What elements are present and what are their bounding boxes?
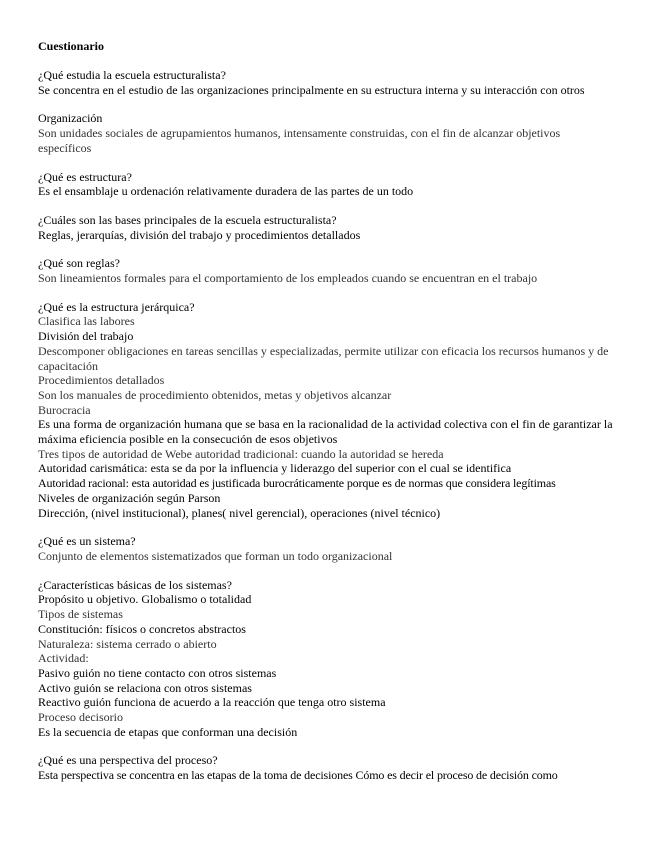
section-organizacion [38, 111, 616, 155]
question-text: ¿Cuáles son las bases principales de la escuela estructuralista? [38, 212, 337, 227]
question-text: ¿Qué es estructura? [38, 169, 132, 184]
answer-text: Reactivo guión funciona de acuerdo a la reacción que tenga otro sistema [38, 695, 386, 710]
question-text: Organización [38, 111, 103, 126]
answer-text: Son unidades sociales de agrupamientos humanos, intensamente construidas, con el fin de alcanzar objetivos específicos [38, 126, 561, 155]
answer-text: Reglas, jerarquías, división del trabajo y procedimientos detallados [38, 227, 361, 242]
question-text: ¿Qué es la estructura jerárquica? [38, 299, 195, 314]
answer-text: Esta perspectiva se concentra en las etapas de la toma de decisiones Cómo es decir el proceso de decisión como [38, 768, 558, 783]
answer-text: Son los manuales de procedimiento obtenidos, metas y objetivos alcanzar [38, 387, 392, 402]
answer-text: División del trabajo [38, 329, 134, 344]
answer-text: Propósito u objetivo. Globalismo o totalidad [38, 592, 252, 607]
section-bases-principales [38, 213, 616, 242]
section-sistema [38, 534, 616, 563]
answer-text: Es una forma de organización humana que se basa en la racionalidad de la actividad colectiva con el fin de garantizar la máxima eficiencia posible en la consecución de esos objetivos [38, 417, 613, 447]
question-text: ¿Qué es un sistema? [38, 534, 136, 549]
answer-text: Autoridad carismática: esta se da por la influencia y liderazgo del superior con el cual se identifica [38, 461, 512, 476]
answer-text: Clasifica las labores [38, 314, 135, 329]
section-perspectiva-proceso [38, 753, 616, 782]
answer-text: Niveles de organización según Parson [38, 490, 221, 505]
section-escuela-estructuralista [38, 68, 616, 97]
answer-text: Activo guión se relaciona con otros sistemas [38, 680, 252, 695]
answer-text: Pasivo guión no tiene contacto con otros sistemas [38, 665, 277, 680]
answer-text: Conjunto de elementos sistematizados que forman un todo organizacional [38, 548, 393, 563]
answer-text: Proceso decisorio [38, 710, 123, 725]
section-estructura-jerarquica [38, 300, 616, 521]
answer-text: Es el ensamblaje u ordenación relativamente duradera de las partes de un todo [38, 184, 414, 199]
answer-text: Constitución: físicos o concretos abstractos [38, 621, 246, 636]
answer-text: Se concentra en el estudio de las organizaciones principalmente en su estructura interna y su interacción con otros [38, 82, 585, 97]
answer-text: Actividad: [38, 651, 89, 666]
answer-text: Descomponer obligaciones en tareas sencillas y especializadas, permite utilizar con eficacia los recursos humanos y de capacitación [38, 343, 609, 373]
answer-text: Procedimientos detallados [38, 373, 165, 388]
question-text: ¿Características básicas de los sistemas? [38, 577, 232, 592]
question-text: ¿Qué son reglas? [38, 256, 120, 271]
answer-text: Burocracia [38, 402, 91, 417]
answer-text: Dirección, (nivel institucional), planes( nivel gerencial), operaciones (nivel técnico) [38, 505, 441, 520]
section-caracteristicas-sistemas [38, 578, 616, 740]
document-page [38, 39, 616, 797]
question-text: ¿Qué es una perspectiva del proceso? [38, 753, 218, 768]
document-title: Cuestionario [38, 39, 104, 53]
section-estructura [38, 170, 616, 199]
answer-text: Es la secuencia de etapas que conforman una decisión [38, 724, 298, 739]
answer-text: Naturaleza: sistema cerrado o abierto [38, 636, 217, 651]
answer-text: Son lineamientos formales para el comportamiento de los empleados cuando se encuentran en el trabajo [38, 271, 538, 286]
answer-text: Tres tipos de autoridad de Webe autoridad tradicional: cuando la autoridad se hereda [38, 446, 444, 461]
answer-text: Tipos de sistemas [38, 607, 123, 622]
answer-text: Autoridad racional: esta autoridad es justificada burocráticamente porque es de normas que considera legítimas [38, 476, 556, 491]
question-text: ¿Qué estudia la escuela estructuralista? [38, 68, 226, 82]
section-reglas [38, 256, 616, 285]
